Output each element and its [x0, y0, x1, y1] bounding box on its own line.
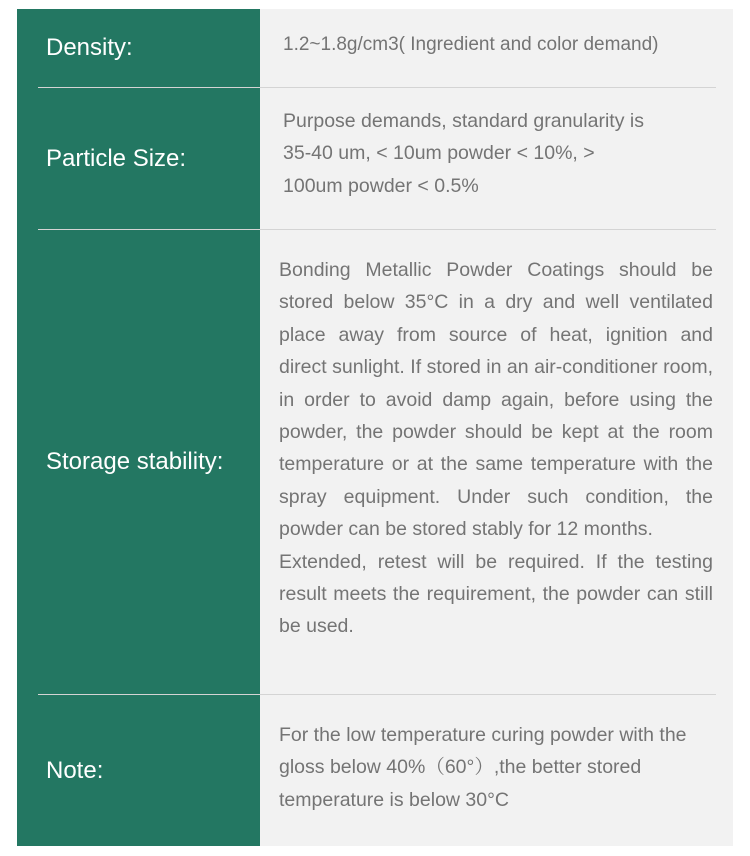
row-label-note: Note: [46, 756, 104, 784]
specification-table [17, 9, 733, 846]
value-paragraph: Extended, retest will be required. If the testing result meets the requirement, the powder can still be used. [279, 550, 713, 638]
spec-row-particle-size [17, 88, 733, 229]
row-value-note: For the low temperature curing powder with the gloss below 40%（60°）,the better stored temperature is below 30°C [279, 724, 687, 811]
row-label-particle-size: Particle Size: [46, 144, 187, 172]
row-value-density: 1.2~1.8g/cm3( Ingredient and color demand) [283, 34, 659, 55]
spec-row-storage-stability [17, 230, 733, 694]
value-paragraph: Bonding Metallic Powder Coatings should be stored below 35°C in a dry and well ventilated place away from source of heat, ignition and direct sunlight. If stored in an air-conditioner room, in order to avoid damp again, before using the powder, the powder should be kept at the room temperature or at the same temperature with the spray equipment. Under such condition, the powder can be stored stably for 12 months. [279, 259, 713, 541]
row-value-particle-size [283, 105, 644, 202]
value-line: Purpose demands, standard granularity is [283, 110, 644, 132]
value-line: 35-40 um, < 10um powder < 10%, > [283, 142, 595, 165]
row-label-density: Density: [46, 34, 133, 61]
value-line: 100um powder < 0.5% [283, 174, 479, 197]
row-value-storage-stability [279, 254, 713, 643]
spec-row-density [17, 9, 733, 87]
row-label-storage-stability: Storage stability: [46, 448, 224, 475]
spec-row-note [17, 695, 733, 846]
